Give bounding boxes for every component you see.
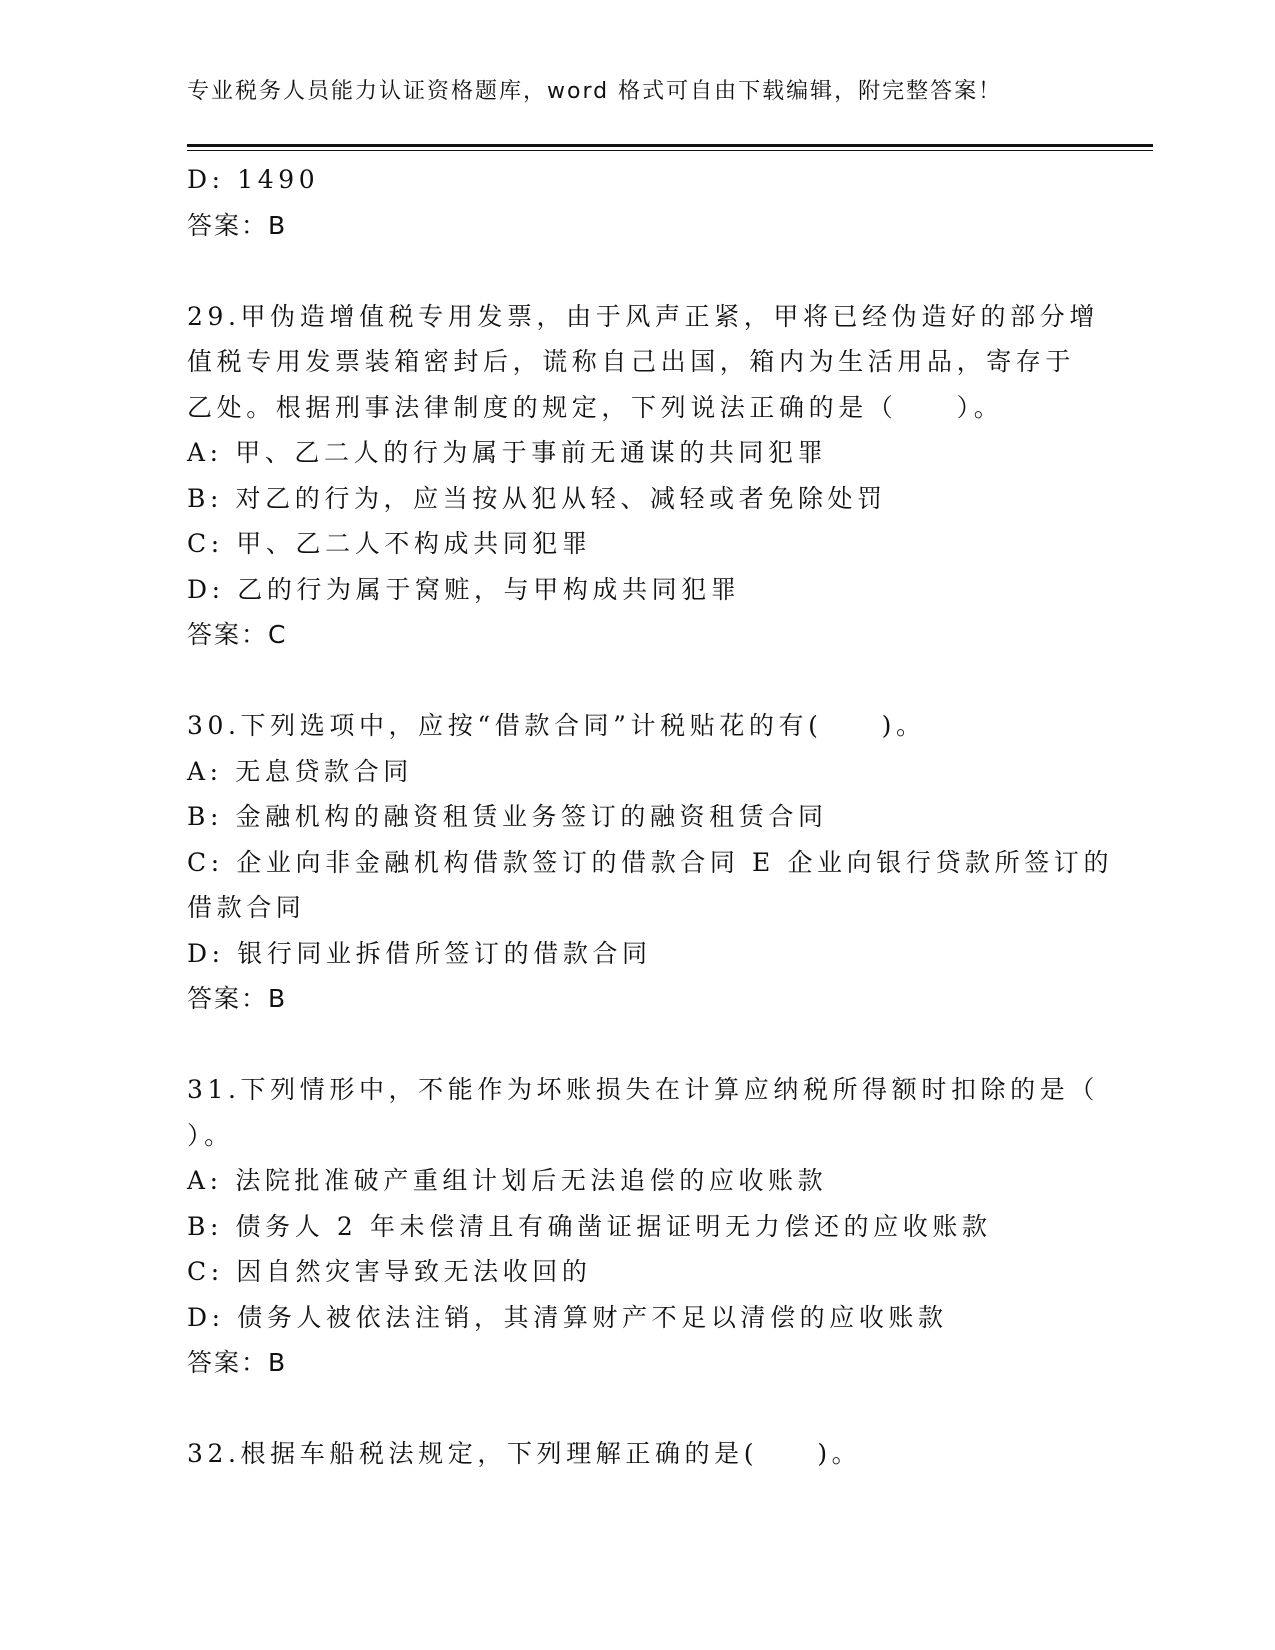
q30-option-c: C: 企业向非金融机构借款签订的借款合同 E 企业向银行贷款所签订的: [187, 847, 1114, 877]
spacer: [187, 658, 1087, 704]
page-header: 专业税务人员能力认证资格题库，word 格式可自由下载编辑，附完整答案！: [187, 79, 1003, 104]
q30-stem-line-1: 30.下列选项中，应按“借款合同”计税贴花的有( )。: [187, 711, 926, 740]
prev-option-d: D: 1490: [187, 165, 320, 194]
q31-stem-line-1: 31.下列情形中，不能作为坏账损失在计算应纳税所得额时扣除的是（: [187, 1075, 1099, 1104]
spacer: [187, 1022, 1087, 1068]
q30-option-b: B: 金融机构的融资租赁业务签订的融资租赁合同: [187, 802, 828, 831]
q29-option-c: C: 甲、乙二人不构成共同犯罪: [187, 529, 592, 558]
spacer: [187, 248, 1087, 294]
q31-option-b: B: 债务人 2 年未偿清且有确凿证据证明无力偿还的应收账款: [187, 1211, 992, 1241]
q29-stem-line-2: 值税专用发票装箱密封后，谎称自己出国，箱内为生活用品，寄存于: [187, 347, 1076, 376]
q29-stem-line-1: 29.甲伪造增值税专用发票，由于风声正紧，甲将已经伪造好的部分增: [187, 301, 1099, 331]
q31-option-c: C: 因自然灾害导致无法收回的: [187, 1257, 592, 1286]
q32-stem-line-1: 32.根据车船税法规定，下列理解正确的是( )。: [187, 1439, 862, 1468]
q29-option-b: B: 对乙的行为，应当按从犯从轻、减轻或者免除处罚: [187, 483, 887, 513]
q30-option-a: A: 无息贷款合同: [187, 756, 413, 786]
q31-stem-line-2: ）。: [187, 1120, 234, 1150]
header-rule-thin: [187, 150, 1153, 151]
spacer: [187, 1386, 1087, 1432]
q31-option-d: D: 债务人被依法注销，其清算财产不足以清偿的应收账款: [187, 1302, 948, 1332]
q29-answer: 答案：C: [187, 620, 288, 649]
q29-option-d: D: 乙的行为属于窝赃，与甲构成共同犯罪: [187, 574, 741, 604]
q31-answer: 答案：B: [187, 1348, 288, 1377]
q29-option-a: A: 甲、乙二人的行为属于事前无通谋的共同犯罪: [187, 438, 828, 467]
q30-answer: 答案：B: [187, 984, 288, 1013]
q31-option-a: A: 法院批准破产重组计划后无法追偿的应收账款: [187, 1166, 828, 1195]
header-rule-thick: [187, 144, 1153, 147]
prev-answer: 答案：B: [187, 210, 288, 240]
q29-stem-line-3: 乙处。根据刑事法律制度的规定，下列说法正确的是（ ）。: [187, 392, 1004, 422]
question-content: [187, 157, 1114, 1477]
q30-option-c-cont: 借款合同: [187, 893, 306, 922]
q30-option-d: D: 银行同业拆借所签订的借款合同: [187, 938, 652, 968]
